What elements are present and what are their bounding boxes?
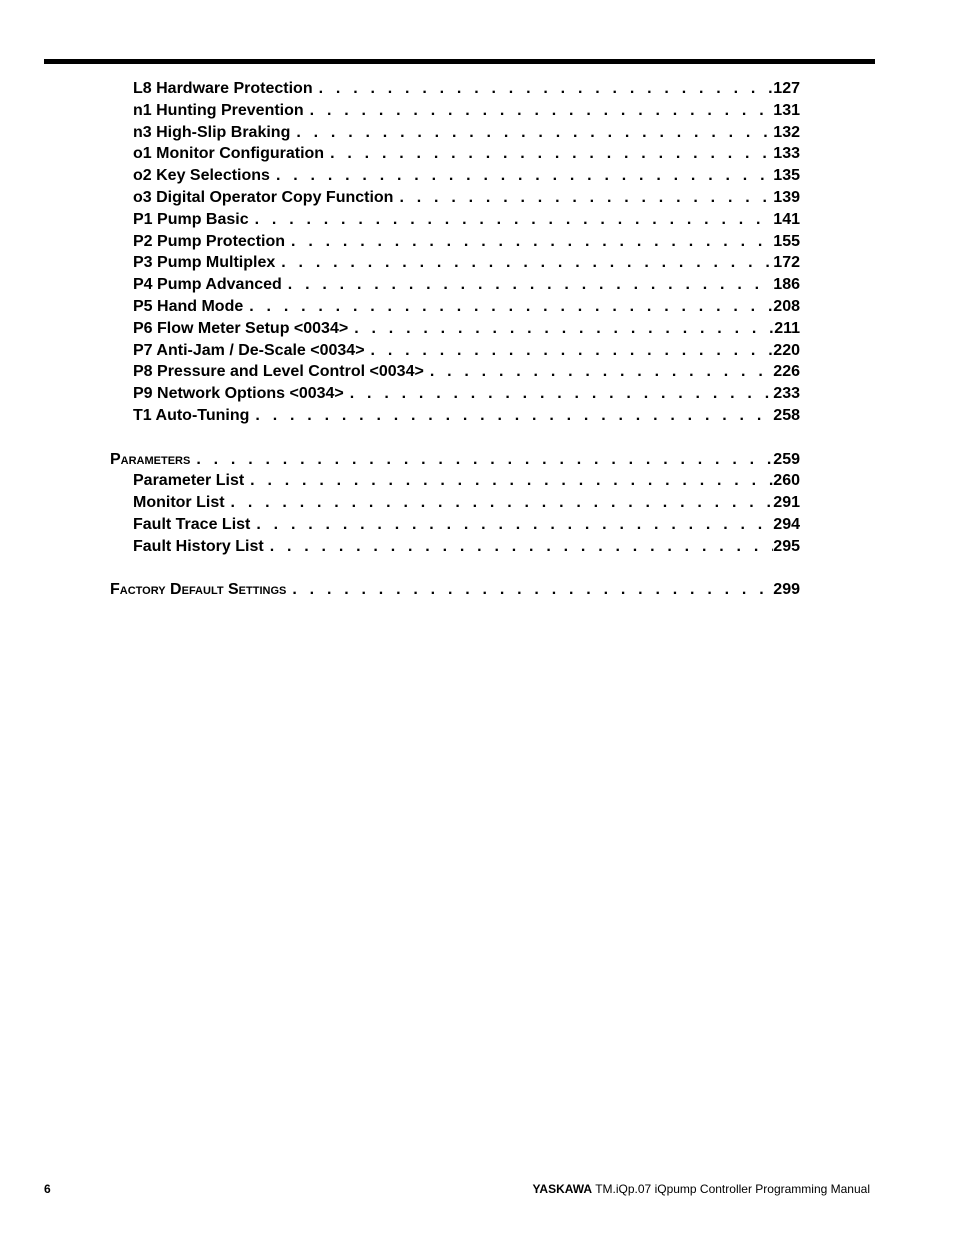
dot-leader <box>365 340 774 362</box>
dot-leader <box>324 143 773 165</box>
toc-entry[interactable] <box>110 209 800 231</box>
footer-brand: YASKAWA <box>532 1182 593 1196</box>
toc-entry[interactable] <box>110 318 800 340</box>
footer-page-number: 6 <box>44 1182 51 1196</box>
dot-leader <box>243 296 773 318</box>
toc-entry-page: 135 <box>773 167 800 185</box>
toc-entry-label: P7 Anti-Jam / De-Scale <0034> <box>133 341 365 359</box>
toc-entry-page: 139 <box>773 188 800 206</box>
toc-entry-label: Parameter List <box>133 472 245 490</box>
dot-leader <box>249 209 774 231</box>
dot-leader <box>249 405 773 427</box>
dot-leader <box>304 100 774 122</box>
toc-entry-label: P9 Network Options <0034> <box>133 385 344 403</box>
toc-section-page: 259 <box>773 450 800 468</box>
footer-title-text: TM.iQp.07 iQpump Controller Programming Manual <box>595 1182 870 1196</box>
toc-entry-label: P5 Hand Mode <box>133 297 244 315</box>
toc-entry-page: 141 <box>773 210 800 228</box>
dot-leader <box>286 579 773 601</box>
toc-entry-label: P4 Pump Advanced <box>133 276 282 294</box>
toc-entry-page: 291 <box>773 494 800 512</box>
toc-entry[interactable] <box>110 122 800 144</box>
toc-entry-label: n3 High-Slip Braking <box>133 123 291 141</box>
toc-entry[interactable] <box>110 405 800 427</box>
dot-leader <box>285 231 773 253</box>
toc-entry-label: o3 Digital Operator Copy Function <box>133 188 394 206</box>
toc-entry[interactable] <box>110 296 800 318</box>
toc-entry[interactable] <box>110 78 800 100</box>
toc-section-factory-default-settings[interactable] <box>110 579 800 601</box>
toc-entry[interactable] <box>110 470 800 492</box>
dot-leader <box>290 122 773 144</box>
toc-entry[interactable] <box>110 165 800 187</box>
toc-entry-page: 294 <box>773 515 800 533</box>
toc-entry-label: n1 Hunting Prevention <box>133 101 304 119</box>
toc-entry-page: 233 <box>773 385 800 403</box>
toc-entry-page: 133 <box>773 145 800 163</box>
toc-entry[interactable] <box>110 100 800 122</box>
toc-entry-page: 295 <box>773 537 800 555</box>
toc-entry[interactable] <box>110 231 800 253</box>
toc-entry[interactable] <box>110 274 800 296</box>
toc-entry[interactable] <box>110 514 800 536</box>
toc-entry[interactable] <box>110 492 800 514</box>
toc-entry[interactable] <box>110 143 800 165</box>
toc-entry-label: o2 Key Selections <box>133 167 270 185</box>
toc-entry-page: 226 <box>773 363 800 381</box>
toc-entry-label: P3 Pump Multiplex <box>133 254 276 272</box>
toc-section-label: Factory Default Settings <box>110 581 287 599</box>
toc-entry-label: Fault Trace List <box>133 515 251 533</box>
toc-entry-label: P2 Pump Protection <box>133 232 286 250</box>
dot-leader <box>225 492 774 514</box>
dot-leader <box>244 470 773 492</box>
toc-entry-page: 127 <box>773 80 800 97</box>
toc-entry-label: Fault History List <box>133 537 264 555</box>
toc-entry-label: L8 Hardware Protection <box>133 80 313 97</box>
dot-leader <box>313 78 774 100</box>
toc-entry-page: 131 <box>773 101 800 119</box>
toc-section-page: 299 <box>773 581 800 599</box>
toc-entry-label: P1 Pump Basic <box>133 210 249 228</box>
toc-entry-label: o1 Monitor Configuration <box>133 145 325 163</box>
toc-entry[interactable] <box>110 536 800 558</box>
dot-leader <box>348 318 774 340</box>
toc-entry[interactable] <box>110 383 800 405</box>
dot-leader <box>282 274 774 296</box>
header-rule <box>44 59 875 64</box>
dot-leader <box>344 383 774 405</box>
dot-leader <box>393 187 773 209</box>
dot-leader <box>190 449 773 471</box>
dot-leader <box>250 514 773 536</box>
dot-leader <box>270 165 773 187</box>
toc-entry-page: 155 <box>773 232 800 250</box>
toc-entry-page: 220 <box>773 341 800 359</box>
toc-entry[interactable] <box>110 252 800 274</box>
toc-section-parameters[interactable] <box>110 449 800 471</box>
toc-entry-label: T1 Auto-Tuning <box>133 406 250 424</box>
toc-entry[interactable] <box>110 361 800 383</box>
toc-entry-page: 132 <box>773 123 800 141</box>
toc-entry-page: 258 <box>773 406 800 424</box>
footer-manual-title <box>533 1182 870 1196</box>
dot-leader <box>424 361 773 383</box>
dot-leader <box>264 536 774 558</box>
toc-entry-label: P8 Pressure and Level Control <0034> <box>133 363 424 381</box>
toc-entry-page: 172 <box>773 254 800 272</box>
toc-entry-page: 260 <box>773 472 800 490</box>
toc-entry-page: 186 <box>773 276 800 294</box>
toc-entry-page: 211 <box>774 319 800 337</box>
toc-entry[interactable] <box>110 340 800 362</box>
toc-entry-page: 208 <box>773 297 800 315</box>
toc-entry-label: P6 Flow Meter Setup <0034> <box>133 319 349 337</box>
table-of-contents <box>110 78 800 601</box>
dot-leader <box>275 252 773 274</box>
toc-section-label: Parameters <box>110 450 191 468</box>
toc-entry[interactable] <box>110 187 800 209</box>
toc-entry-label: Monitor List <box>133 494 225 512</box>
